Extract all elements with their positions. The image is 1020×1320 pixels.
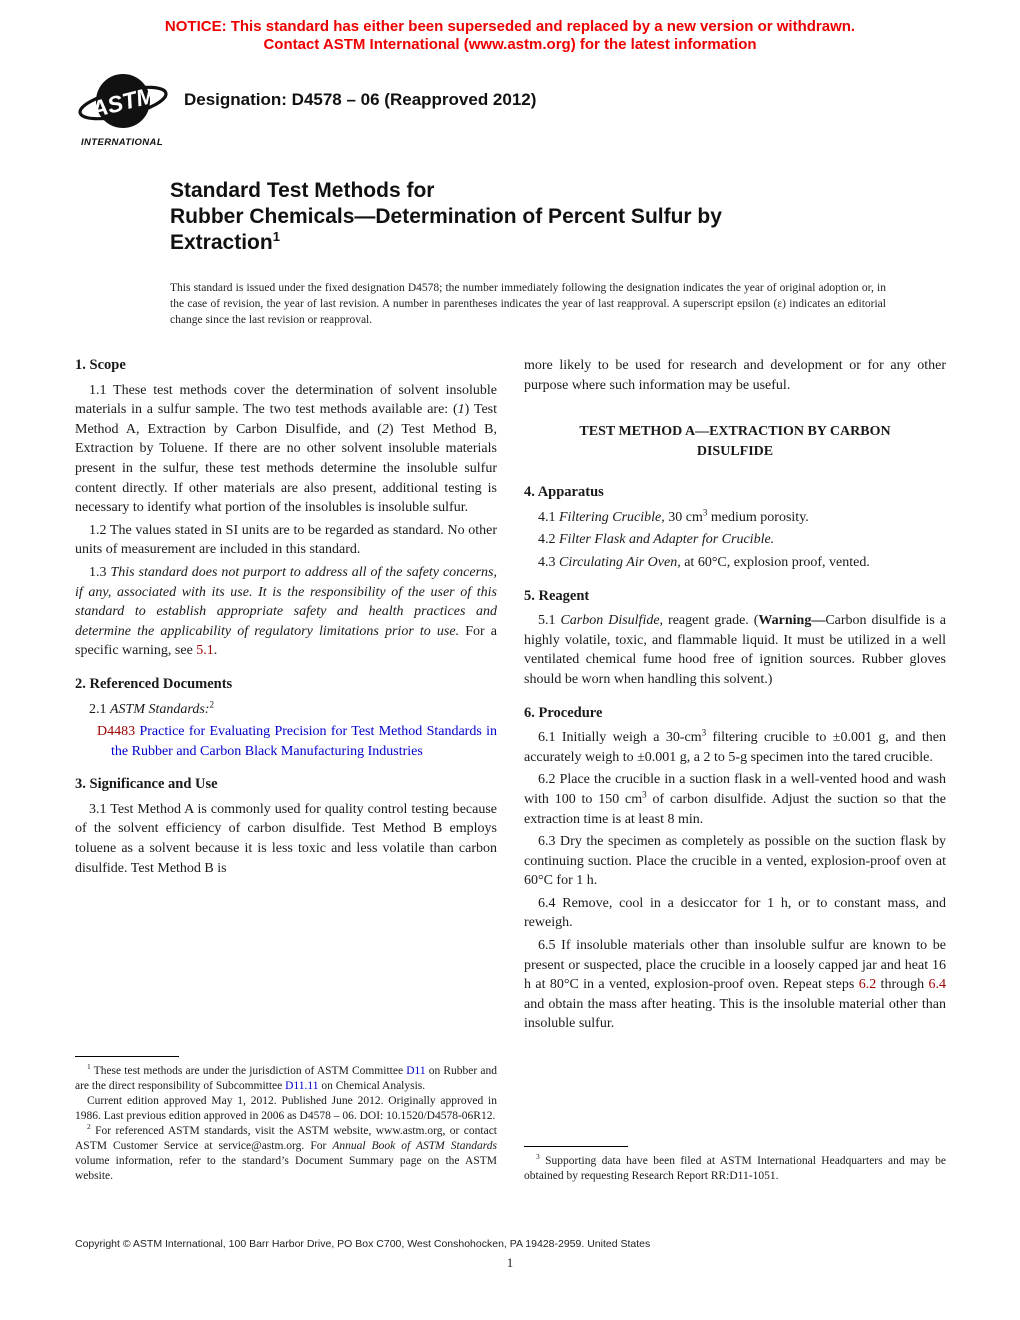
page-number: 1 <box>506 1256 514 1270</box>
copyright-line: Copyright © ASTM International, 100 Barr Harbor Drive, PO Box C700, West Conshohocken, PA 19428-2959. United States <box>75 1238 651 1250</box>
standard-preamble: This standard is issued under the fixed designation D4578; the number immediately following the designation indicates the year of original adoption or, in the case of revision, the year of last revision. A number in parentheses indicates the year of last reapproval. A superscript epsilon (ε) indicates an editorial change since the last revision or reapproval. <box>170 282 886 326</box>
footnote-1: $^1$ These test methods are under the jurisdiction of ASTM Committee D11 on Rubber and are the direct responsibility of Subcommittee D11.11 on Chemical Analysis. <box>75 1062 497 1092</box>
link-d11-11[interactable]: D11.11 <box>285 1080 319 1092</box>
title-footnote-ref: 1 <box>272 229 280 244</box>
link-d4483[interactable]: D4483 <box>97 724 136 740</box>
notice-line-2: Contact ASTM International (www.astm.org) for the latest information <box>263 36 757 53</box>
title-line-1: Standard Test Methods for <box>170 179 435 202</box>
footnote-3: $^3$ Supporting data have been filed at ASTM International Headquarters and may be obtained by requesting Research Report RR:D11-1051. <box>524 1152 946 1182</box>
paragraph-6-3: 6.3 Dry the specimen as completely as possible on the suction flask by continuing suction. Place the crucible in a vented, explosion-proof oven at 60°C for 1 h. <box>524 834 946 889</box>
paragraph-1-3: 1.3 This standard does not purport to address all of the safety concerns, if any, associated with its use. It is the responsibility of the user of this standard to establish appropriate safety and health practices and determine the applicability of regulatory limitations prior to use. For a specific warning, see 5.1. <box>75 564 498 659</box>
test-method-a-heading: TEST METHOD A—EXTRACTION BY CARBON DISULFIDE <box>579 424 891 460</box>
right-footnotes <box>524 1146 946 1184</box>
paragraph-3-1-continued: more likely to be used for research and development or for any other purpose where such information may be useful. <box>524 358 946 393</box>
footnote-2: $^2$ For referenced ASTM standards, visit the ASTM website, www.astm.org, or contact ASTM Customer Service at service@astm.org. For Annual Book of ASTM Standards volume information, refer to the standard’s Document Summary page on the ASTM website. <box>75 1122 497 1182</box>
left-footnotes <box>75 1056 497 1184</box>
link-5-1[interactable]: 5.1 <box>196 643 214 659</box>
link-6-4[interactable]: 6.4 <box>928 977 946 993</box>
paragraph-2-1: 2.1 ASTM Standards:$^2$ <box>89 698 214 717</box>
paragraph-6-1: 6.1 Initially weigh a $30-cm^3$ filtering crucible to ±0.001 g, and then accurately weigh to ±0.001 g, a 2 to 5-g specimen into the tared crucible. <box>524 727 946 765</box>
astm-logo-subtitle: INTERNATIONAL <box>80 137 164 148</box>
paragraph-1-2: 1.2 The values stated in SI units are to be regarded as standard. No other units of measurement are included in this standard. <box>75 522 497 558</box>
paragraph-5-1: 5.1 Carbon Disulfide, reagent grade. (Warning—Carbon disulfide is a highly volatile, toxic, and flammable liquid. It must be utilized in a well ventilated chemical fume hood free of ignition sources. Rubber gloves should be worn when handling this solvent.) <box>524 613 946 687</box>
left-column <box>75 356 497 1184</box>
section-3-heading: 3. Significance and Use <box>75 776 218 793</box>
paragraph-4-3: 4.3 Circulating Air Oven, at 60°C, explosion proof, vented. <box>538 554 870 570</box>
paragraph-3-1: 3.1 Test Method A is commonly used for quality control testing because of the solvent efficiency of carbon disulfide. Test Method B employs toluene as a solvent because it is less toxic and less volatile than carbon disulfide. Test Method B is <box>75 801 497 876</box>
astm-globe-icon <box>76 70 168 136</box>
footnote-rule <box>524 1146 628 1147</box>
body-columns <box>75 356 946 1184</box>
footnote-rule <box>75 1056 179 1057</box>
paragraph-1-1: 1.1 These test methods cover the determination of solvent insoluble materials in a sulfur sample. The two test methods available are: (1) Test Method A, Extraction by Carbon Disulfide, and (2) Test Method B, Extraction by Toluene. If there are no other solvent insoluble materials present in the sulfur, these test methods determine the insoluble sulfur content directly. If other materials are also present, additional testing is necessary to identify what portion of the insolubles is insoluble sulfur. <box>75 382 497 516</box>
section-1-heading: 1. Scope <box>75 357 126 373</box>
paragraph-4-2: 4.2 Filter Flask and Adapter for Crucible. <box>538 532 775 548</box>
footnote-1-edition: Current edition approved May 1, 2012. Published June 2012. Originally approved in 1986. Last previous edition approved in 2006 as D4578 – 06. DOI: 10.1520/D4578-06R12. <box>75 1095 497 1122</box>
document-header <box>76 70 1020 148</box>
reference-d4483 <box>97 722 497 761</box>
title-line-2: Rubber Chemicals—Determination of Percent Sulfur by <box>170 205 722 228</box>
paragraph-6-2: 6.2 Place the crucible in a suction flask in a well-vented hood and wash with 100 to 150 $cm^3$ of carbon disulfide. Adjust the suction so that the extraction time is at least 8 min. <box>524 772 946 827</box>
right-column <box>524 356 946 1184</box>
paragraph-6-5: 6.5 If insoluble materials other than insoluble sulfur are known to be present or suspected, place the crucible in a loosely capped jar and heat 16 h at 80°C in a vented, explosion-proof oven. Repeat steps 6.2 through 6.4 and obtain the mass after heating. This is the insoluble material other than insoluble sulfur. <box>524 938 946 1032</box>
paragraph-4-1: 4.1 Filtering Crucible, 30 $cm^3$ medium porosity. <box>538 507 809 525</box>
title-line-3: Extraction$^1$ <box>170 229 280 254</box>
section-6-heading: 6. Procedure <box>524 704 603 721</box>
supersession-notice <box>0 0 1020 54</box>
paragraph-6-4: 6.4 Remove, cool in a desiccator for 1 h, or to constant mass, and reweigh. <box>524 895 946 931</box>
notice-line-1: NOTICE: This standard has either been superseded and replaced by a new version or withdrawn. <box>164 18 856 35</box>
link-6-2[interactable]: 6.2 <box>858 977 877 993</box>
link-d11[interactable]: D11 <box>406 1065 426 1077</box>
section-2-heading: 2. Referenced Documents <box>75 675 233 692</box>
link-d4483-title[interactable]: Practice for Evaluating Precision for Test Method Standards in the Rubber and Carbon Black Manufacturing Industries <box>111 724 497 759</box>
designation-line: Designation: D4578 – 06 (Reapproved 2012) <box>184 90 537 109</box>
section-4-heading: 4. Apparatus <box>524 484 604 501</box>
page-title <box>170 178 850 256</box>
section-5-heading: 5. Reagent <box>524 587 590 604</box>
astm-logo-text: ASTM <box>88 81 159 123</box>
astm-logo <box>76 70 168 148</box>
